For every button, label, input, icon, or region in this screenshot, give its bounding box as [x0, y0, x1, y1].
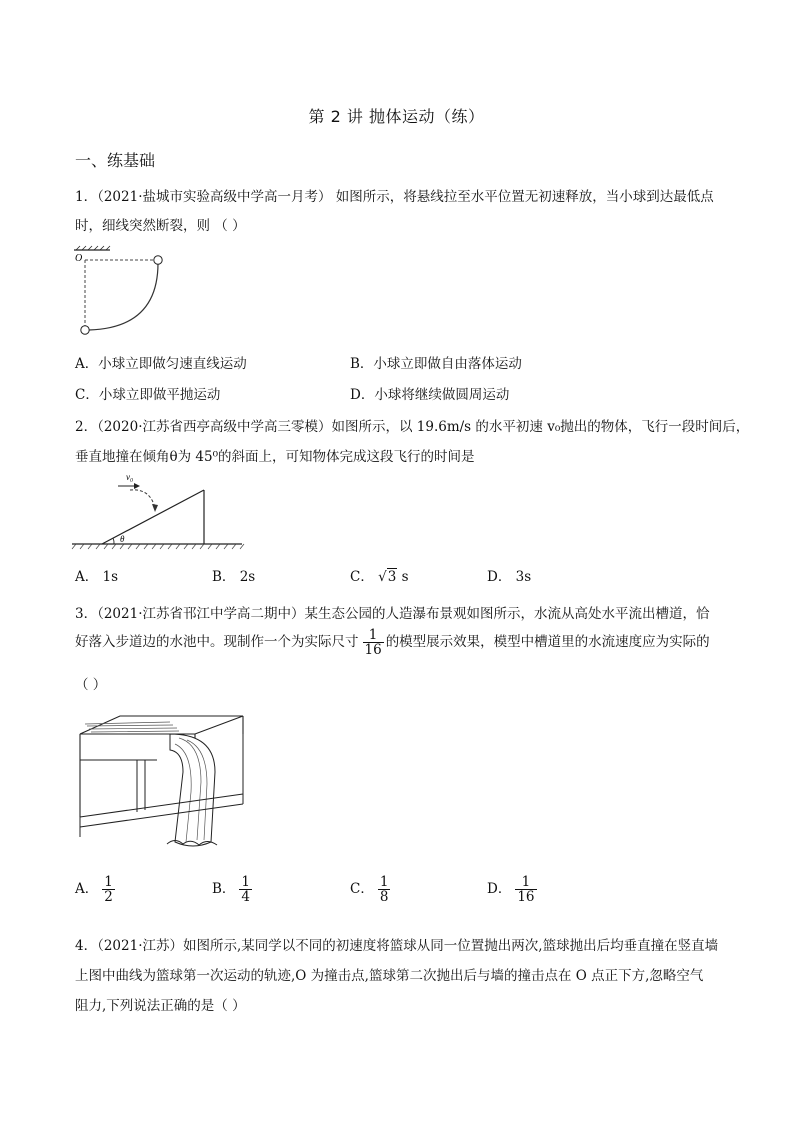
q3-option-c-label: C．	[350, 881, 374, 898]
q3-option-b-fraction	[239, 875, 252, 904]
q2-option-c-label: C．	[350, 569, 374, 585]
q3-option-a	[75, 875, 115, 904]
fraction-numerator: 1	[363, 628, 384, 643]
fraction-numerator: 1	[515, 875, 536, 890]
q3-fraction-inline	[363, 628, 384, 657]
q2-incline-figure	[72, 468, 247, 553]
q2-option-c-unit: s	[397, 569, 409, 585]
q3-option-a-fraction	[102, 875, 115, 904]
q3-option-d-label: D．	[487, 881, 512, 898]
fraction-denominator: 16	[517, 889, 535, 906]
q1-option-a: A．小球立即做匀速直线运动	[75, 356, 247, 372]
q2-option-d: D． 3s	[487, 569, 532, 585]
q4-line-2: 上图中曲线为篮球第一次运动的轨迹,O 为撞击点,篮球第二次抛出后与墙的撞击点在 O 点正下方,忽略空气	[75, 968, 704, 984]
fraction-denominator: 8	[379, 889, 389, 906]
q3-waterfall-figure	[75, 712, 250, 857]
q1-option-d: D．小球将继续做圆周运动	[350, 387, 510, 403]
q3-option-c-fraction	[378, 875, 391, 904]
fraction-numerator: 1	[241, 874, 251, 890]
fraction-denominator: 4	[241, 889, 251, 906]
sqrt-radicand: 3	[387, 569, 397, 585]
sqrt-expression: √3	[378, 569, 397, 585]
q2-option-c	[350, 565, 409, 585]
q1-fig-label-o: O	[75, 253, 83, 264]
page-title: 第 2 讲 抛体运动（练）	[308, 107, 485, 126]
q3-option-b-label: B．	[212, 881, 236, 898]
q3-line-2	[75, 628, 710, 657]
q2-line-2: 垂直地撞在倾角θ为 45⁰的斜面上，可知物体完成这段飞行的时间是	[75, 449, 475, 465]
q1-option-c: C．小球立即做平抛运动	[75, 387, 221, 403]
q2-fig-label-v0: v₀	[126, 472, 134, 482]
q3-option-a-label: A．	[75, 881, 99, 898]
q3-option-b	[212, 875, 252, 904]
q3-line-2-text-b: 的模型展示效果，模型中槽道里的水流速度应为实际的	[385, 634, 710, 651]
q3-line-2-text-a: 好落入步道边的水池中。现制作一个为实际尺寸	[75, 634, 359, 651]
fraction-numerator: 1	[104, 874, 113, 890]
q1-pendulum-figure	[72, 246, 172, 341]
q2-option-a: A． 1s	[75, 569, 119, 585]
fraction-denominator: 2	[104, 889, 113, 906]
q3-line-1: 3．（2021·江苏省邗江中学高二期中）某生态公园的人造瀑布景观如图所示，水流从高处水平流出槽道，恰	[75, 606, 710, 622]
q1-line-2: 时，细线突然断裂，则 （ ）	[75, 218, 246, 234]
q2-fig-label-theta: θ	[120, 534, 125, 544]
fraction-denominator: 16	[364, 642, 382, 659]
fraction-numerator: 1	[379, 874, 389, 890]
q4-line-1: 4．（2021·江苏）如图所示,某同学以不同的初速度将篮球从同一位置抛出两次,篮球抛出后均垂直撞在竖直墙	[75, 938, 719, 954]
q2-line-1: 2．（2020·江苏省西亭高级中学高三零模）如图所示，以 19.6m/s 的水平初速 v₀抛出的物体，飞行一段时间后，	[75, 419, 750, 435]
section-heading: 一、练基础	[75, 151, 156, 170]
q3-option-d-fraction	[515, 875, 536, 904]
q3-line-3: （ ）	[75, 677, 107, 693]
q3-option-d	[487, 875, 537, 904]
q1-line-1: 1．（2021·盐城市实验高级中学高一月考） 如图所示，将悬线拉至水平位置无初速释放，当小球到达最低点	[75, 189, 714, 205]
q1-option-b: B．小球立即做自由落体运动	[350, 356, 522, 372]
q4-line-3: 阻力,下列说法正确的是（ ）	[75, 998, 246, 1014]
q3-option-c	[350, 875, 390, 904]
q2-option-b: B． 2s	[212, 569, 256, 585]
